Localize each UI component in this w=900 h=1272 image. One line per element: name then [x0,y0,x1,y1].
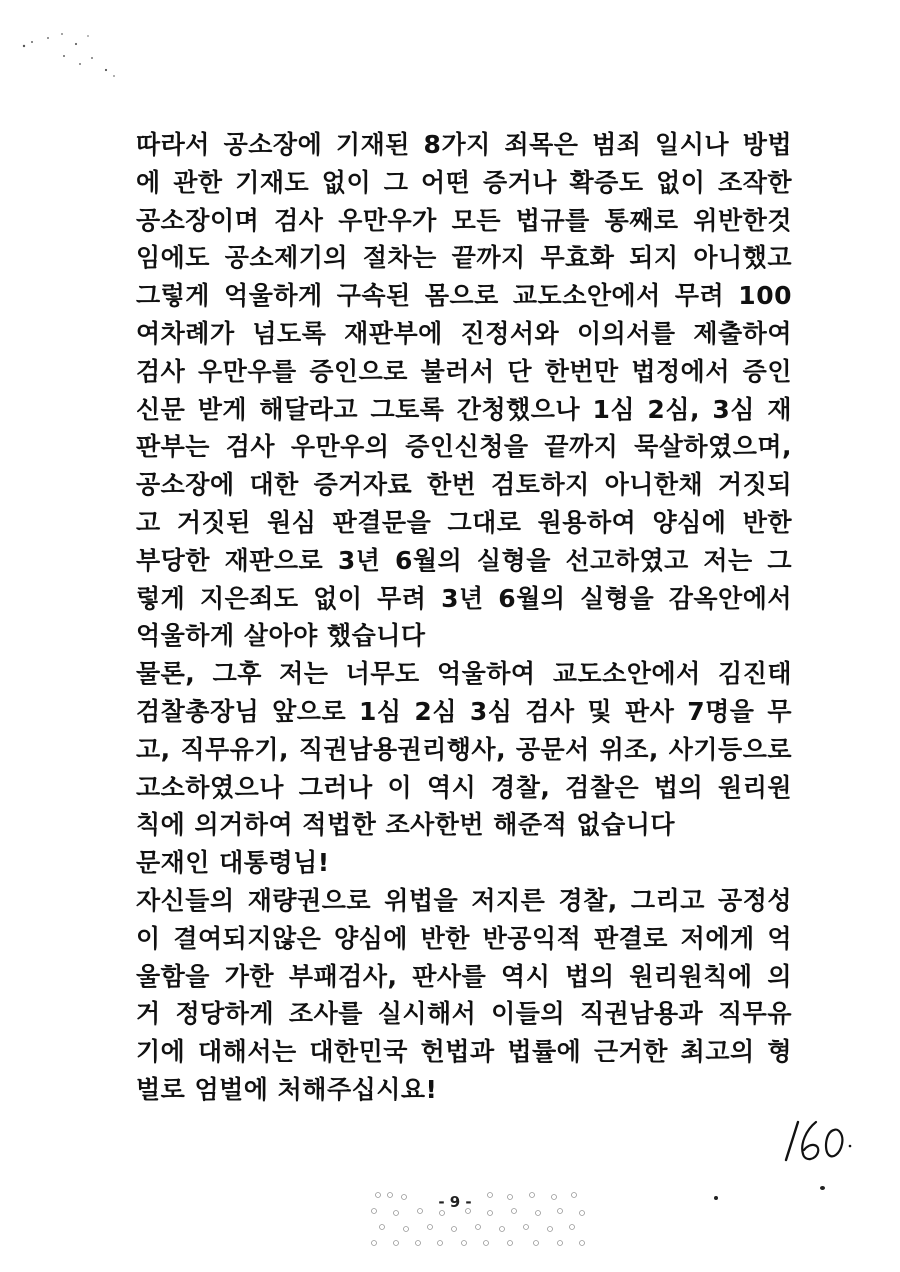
page-number: - 9 - [438,1193,472,1211]
letter-body [136,126,792,1109]
body-line: 기에 대해서는 대한민국 헌법과 법률에 근거한 최고의 형 [136,1037,792,1067]
body-line: 부당한 재판으로 3년 6월의 실형을 선고하였고 저는 그 [136,545,792,575]
body-line: 울함을 가한 부패검사, 판사를 역시 법의 원리원칙에 의 [136,961,792,991]
salutation-line: 문재인 대통령님! [136,848,330,878]
body-line: 따라서 공소장에 기재된 8가지 죄목은 범죄 일시나 방법 [136,130,792,159]
body-line: 검찰총장님 앞으로 1심 2심 3심 검사 및 판사 7명을 무 [136,696,792,726]
body-line: 벌로 엄벌에 처해주십시요! [136,1074,438,1104]
body-line: 고소하였으나 그러나 이 역시 경찰, 검찰은 법의 원리원 [136,772,792,802]
body-line: 억울하게 살아야 했습니다 [136,621,426,651]
body-line: 물론, 그후 저는 너무도 억울하여 교도소안에서 김진태 [136,659,792,689]
scan-speck [714,1196,718,1200]
body-line: 칙에 의거하여 적법한 조사한번 해준적 없습니다 [136,810,676,840]
body-line: 이 결여되지않은 양심에 반한 반공익적 판결로 저에게 억 [136,923,792,953]
body-line: 거 정당하게 조사를 실시해서 이들의 직권남용과 직무유 [136,999,792,1029]
body-line: 그렇게 억울하게 구속된 몸으로 교도소안에서 무려 100 [136,281,792,311]
body-line: 임에도 공소제기의 절차는 끝까지 무효화 되지 아니했고 [136,243,792,273]
body-line: 고, 직무유기, 직권남용권리행사, 공문서 위조, 사기등으로 [136,734,792,764]
handwritten-page-annotation [776,1108,856,1168]
scan-noise-marks [18,30,128,90]
scan-speck [820,1186,825,1190]
body-line: 자신들의 재량권으로 위법을 저지른 경찰, 그리고 공정성 [136,885,792,915]
body-line: 판부는 검사 우만우의 증인신청을 끝까지 묵살하였으며, [136,432,792,462]
body-line: 신문 받게 해달라고 그토록 간청했으나 1심 2심, 3심 재 [136,394,792,424]
page-number-area [360,1185,600,1255]
body-line: 검사 우만우를 증인으로 불러서 단 한번만 법정에서 증인 [136,356,792,386]
body-line: 에 관한 기재도 없이 그 어떤 증거나 확증도 없이 조작한 [136,167,792,197]
body-line: 렇게 지은죄도 없이 무려 3년 6월의 실형을 감옥안에서 [136,583,792,613]
body-line: 고 거짓된 원심 판결문을 그대로 원용하여 양심에 반한 [136,507,792,537]
body-line: 공소장에 대한 증거자료 한번 검토하지 아니한채 거짓되 [136,470,792,500]
body-line: 공소장이며 검사 우만우가 모든 법규를 통째로 위반한것 [136,205,792,235]
body-line: 여차례가 넘도록 재판부에 진정서와 이의서를 제출하여 [136,318,792,348]
